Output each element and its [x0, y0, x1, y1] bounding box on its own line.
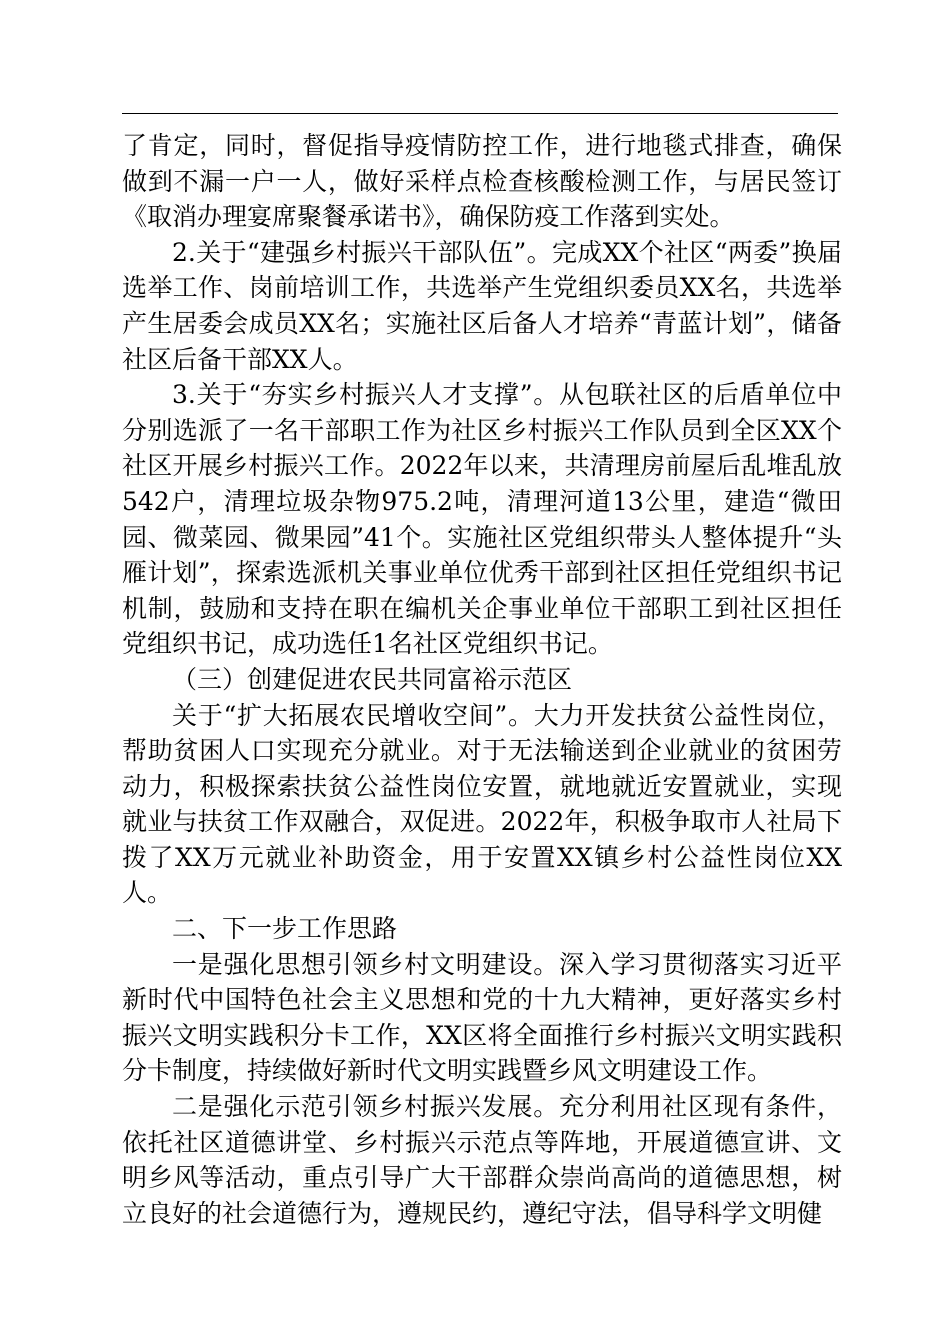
paragraph-item-3: 3.关于“夯实乡村振兴人才支撑”。从包联社区的后盾单位中分别选派了一名干部职工作为社区乡村振兴工作队员到全区XX个社区开展乡村振兴工作。2022年以来，共清理房前屋后乱堆乱放542户，清理垃圾杂物975.2吨，清理河道13公里，建造“微田园、微菜园、微果园”41个。实施社区党组织带头人整体提升“头雁计划”，探索选派机关事业单位优秀干部到社区担任党组织书记机制，鼓励和支持在职在编机关企事业单位干部职工到社区担任党组织书记，成功选任1名社区党组织书记。 — [122, 380, 842, 659]
paragraph-item-2: 2.关于“建强乡村振兴干部队伍”。完成XX个社区“两委”换届选举工作、岗前培训工作，共选举产生党组织委员XX名，共选举产生居委会成员XX名；实施社区后备人才培养“青蓝计划”，储备社区后备干部XX人。 — [122, 237, 842, 374]
paragraph-income: 关于“扩大拓展农民增收空间”。大力开发扶贫公益性岗位，帮助贫困人口实现充分就业。对于无法输送到企业就业的贫困劳动力，积极探索扶贫公益性岗位安置，就地就近安置就业，实现就业与扶贫工作双融合，双促进。2022年，积极争取市人社局下拨了XX万元就业补助资金，用于安置XX镇乡村公益性岗位XX人。 — [122, 700, 842, 908]
section-heading-next-steps: 二、下一步工作思路 — [172, 914, 398, 944]
paragraph-ideology: 一是强化思想引领乡村文明建设。深入学习贯彻落实习近平新时代中国特色社会主义思想和党的十九大精神，更好落实乡村振兴文明实践积分卡工作，XX区将全面推行乡村振兴文明实践积分卡制度，持续做好新时代文明实践暨乡风文明建设工作。 — [122, 949, 842, 1086]
section-heading-3: （三）创建促进农民共同富裕示范区 — [172, 664, 573, 694]
paragraph-continuation: 了肯定，同时，督促指导疫情防控工作，进行地毯式排查，确保做到不漏一户一人，做好采样点检查核酸检测工作，与居民签订《取消办理宴席聚餐承诺书》，确保防疫工作落到实处。 — [122, 131, 842, 232]
paragraph-demonstration: 二是强化示范引领乡村振兴发展。充分利用社区现有条件，依托社区道德讲堂、乡村振兴示范点等阵地，开展道德宣讲、文明乡风等活动，重点引导广大干部群众崇尚高尚的道德思想，树立良好的社会道德行为，遵规民约，遵纪守法，倡导科学文明健 — [122, 1092, 842, 1228]
document-body — [122, 128, 842, 1231]
header-divider — [122, 113, 838, 114]
